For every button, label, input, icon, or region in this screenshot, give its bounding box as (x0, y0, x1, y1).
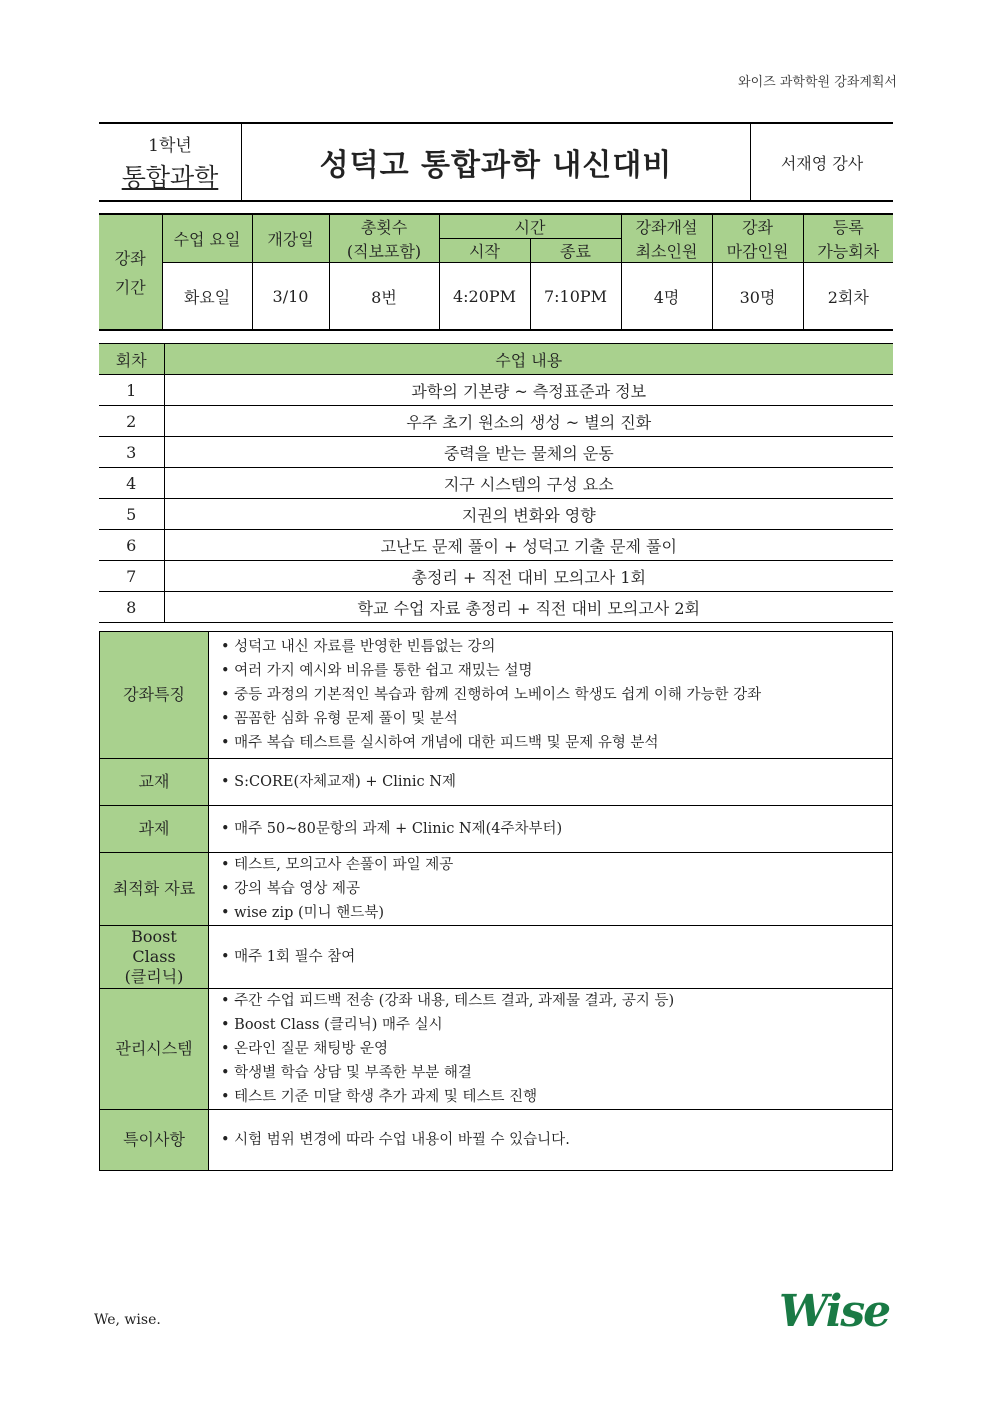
feature-label: 관리시스템 (100, 989, 209, 1110)
table-row (99, 530, 893, 561)
feature-label: 과제 (100, 806, 209, 853)
feature-label: 최적화 자료 (100, 853, 209, 926)
header-reg-2: 가능회차 (803, 239, 893, 263)
feature-row (100, 759, 893, 806)
value-min-people: 4명 (621, 263, 712, 331)
feature-label: 교재 (100, 759, 209, 806)
value-day: 화요일 (162, 263, 252, 331)
table-row (99, 561, 893, 592)
header-total-2: (직보포함) (329, 239, 439, 263)
feature-row (100, 632, 893, 759)
period-label-1: 강좌 (114, 249, 146, 268)
feature-label-line: (클리닉) (124, 967, 184, 986)
header-time-start: 시작 (439, 239, 530, 263)
period-label-2: 기간 (114, 278, 146, 297)
header-max-2: 마감인원 (712, 239, 803, 263)
header-min-2: 최소인원 (621, 239, 712, 263)
feature-item: • 매주 50~80문항의 과제 + Clinic N제(4주차부터) (219, 817, 892, 841)
session-no: 7 (99, 561, 164, 592)
grade-subject-cell (99, 124, 242, 200)
feature-label (100, 926, 209, 989)
table-row (99, 375, 893, 406)
document-label: 와이즈 과학학원 강좌계획서 (738, 75, 897, 90)
header-start-date: 개강일 (252, 214, 329, 263)
session-content: 지구 시스템의 구성 요소 (164, 468, 893, 499)
header-reg-1: 등록 (803, 214, 893, 239)
session-content: 과학의 기본량 ~ 측정표준과 정보 (164, 375, 893, 406)
feature-item: • wise zip (미니 핸드북) (219, 901, 892, 925)
table-row (99, 592, 893, 623)
feature-label-line: Class (132, 947, 176, 966)
session-content: 고난도 문제 풀이 + 성덕고 기출 문제 풀이 (164, 530, 893, 561)
feature-item: • 온라인 질문 채팅방 운영 (219, 1037, 892, 1061)
header-time-end: 종료 (530, 239, 621, 263)
session-no: 6 (99, 530, 164, 561)
feature-label-line: Boost (131, 927, 177, 946)
teacher-name: 서재영 강사 (780, 153, 864, 173)
title-block (99, 122, 893, 202)
sessions-header-no: 회차 (99, 344, 164, 375)
header-total-1: 총횟수 (329, 214, 439, 239)
session-content: 학교 수업 자료 총정리 + 직전 대비 모의고사 2회 (164, 592, 893, 623)
period-label-cell (99, 214, 162, 330)
header-day: 수업 요일 (162, 214, 252, 263)
feature-item: • 테스트, 모의고사 손풀이 파일 제공 (219, 853, 892, 877)
session-no: 4 (99, 468, 164, 499)
feature-row (100, 1110, 893, 1171)
value-reg-sessions: 2회차 (803, 263, 893, 331)
feature-row (100, 806, 893, 853)
feature-label: 특이사항 (100, 1110, 209, 1171)
feature-item: • Boost Class (클리닉) 매주 실시 (219, 1013, 892, 1037)
feature-row (100, 853, 893, 926)
session-no: 3 (99, 437, 164, 468)
feature-item: • 중등 과정의 기본적인 복습과 함께 진행하여 노베이스 학생도 쉽게 이해 가능한 강좌 (219, 683, 892, 707)
grade-text: 1학년 (148, 135, 192, 156)
feature-item: • S:CORE(자체교재) + Clinic N제 (219, 770, 892, 794)
session-content: 총정리 + 직전 대비 모의고사 1회 (164, 561, 893, 592)
feature-item: • 매주 1회 필수 참여 (219, 945, 892, 969)
session-no: 5 (99, 499, 164, 530)
wise-logo-icon (779, 1288, 897, 1332)
session-no: 2 (99, 406, 164, 437)
svg-text:Wise: Wise (779, 1288, 890, 1332)
course-title: 성덕고 통합과학 내신대비 (242, 124, 751, 200)
table-row (99, 406, 893, 437)
sessions-table (99, 343, 893, 623)
feature-item: • 테스트 기준 미달 학생 추가 과제 및 테스트 진행 (219, 1085, 892, 1109)
session-content: 우주 초기 원소의 생성 ~ 별의 진화 (164, 406, 893, 437)
value-time-start: 4:20PM (439, 263, 530, 331)
feature-item: • 여러 가지 예시와 비유를 통한 쉽고 재밌는 설명 (219, 659, 892, 683)
session-content: 지권의 변화와 영향 (164, 499, 893, 530)
value-total: 8번 (329, 263, 439, 331)
header-min-1: 강좌개설 (621, 214, 712, 239)
table-row (99, 468, 893, 499)
features-table (99, 631, 893, 1171)
header-max-1: 강좌 (712, 214, 803, 239)
feature-row (100, 926, 893, 989)
feature-item: • 꼼꼼한 심화 유형 문제 풀이 및 분석 (219, 707, 892, 731)
feature-item: • 성덕고 내신 자료를 반영한 빈틈없는 강의 (219, 635, 892, 659)
table-row (99, 499, 893, 530)
footer-slogan: We, wise. (94, 1312, 161, 1328)
session-content: 중력을 받는 물체의 운동 (164, 437, 893, 468)
session-no: 8 (99, 592, 164, 623)
feature-item: • 시험 범위 변경에 따라 수업 내용이 바뀔 수 있습니다. (219, 1128, 892, 1152)
feature-label: 강좌특징 (100, 632, 209, 759)
schedule-table (99, 213, 893, 331)
feature-item: • 주간 수업 피드백 전송 (강좌 내용, 테스트 결과, 과제물 결과, 공지 등) (219, 989, 892, 1013)
feature-item: • 강의 복습 영상 제공 (219, 877, 892, 901)
subject-text: 통합과학 (121, 162, 219, 192)
session-no: 1 (99, 375, 164, 406)
value-time-end: 7:10PM (530, 263, 621, 331)
feature-row (100, 989, 893, 1110)
header-time: 시간 (439, 214, 621, 239)
sessions-header-content: 수업 내용 (164, 344, 893, 375)
table-row (99, 437, 893, 468)
value-start-date: 3/10 (252, 263, 329, 331)
feature-item: • 학생별 학습 상담 및 부족한 부분 해결 (219, 1061, 892, 1085)
value-max-people: 30명 (712, 263, 803, 331)
feature-item: • 매주 복습 테스트를 실시하여 개념에 대한 피드백 및 문제 유형 분석 (219, 731, 892, 755)
